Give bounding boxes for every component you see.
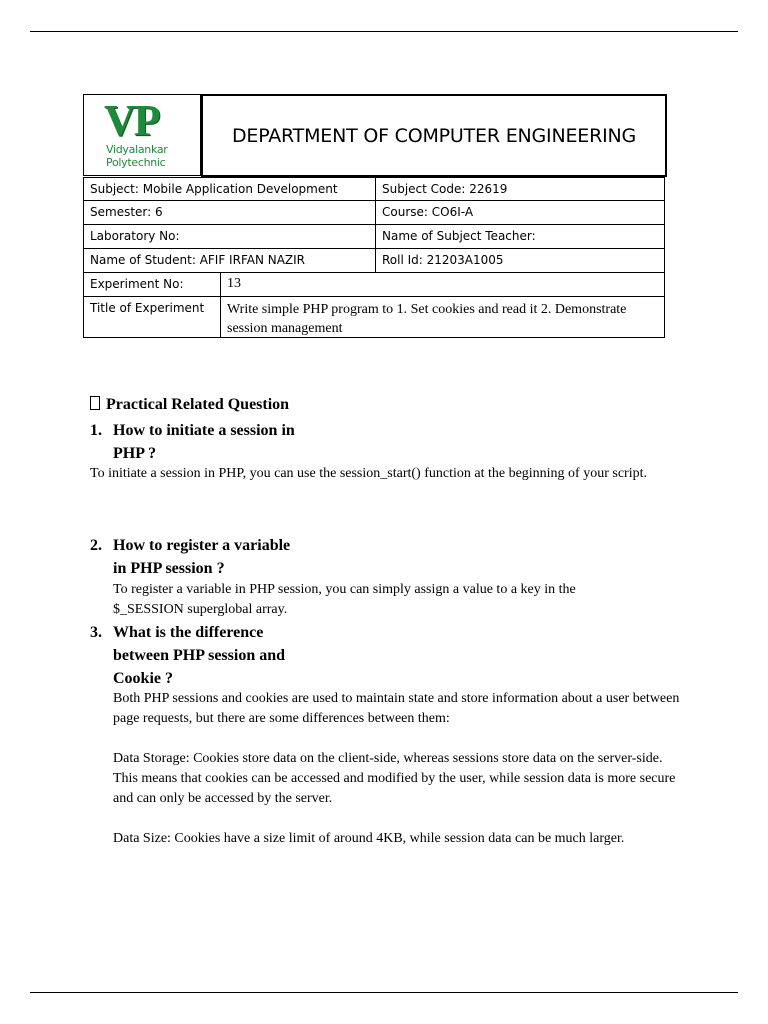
department-title: DEPARTMENT OF COMPUTER ENGINEERING [201, 94, 667, 177]
answer-2: To register a variable in PHP session, you can simply assign a value to a key in the $_SESSION superglobal array. [113, 582, 576, 617]
subject-cell: Subject: Mobile Application Development [83, 178, 375, 200]
question-1 [90, 419, 410, 465]
answer-3-paragraph-3: Data Size: Cookies have a size limit of around 4KB, while session data can be much larger. [113, 831, 625, 846]
experiment-title-label: Title of Experiment [83, 297, 220, 337]
answer-1: To initiate a session in PHP, you can use the session_start() function at the beginning of your script. [90, 466, 647, 481]
info-row [83, 201, 665, 225]
info-row [83, 225, 665, 249]
question-2 [90, 534, 410, 580]
course-cell: Course: CO6I-A [375, 201, 665, 224]
bottom-rule [30, 992, 738, 993]
subject-code-cell: Subject Code: 22619 [375, 178, 665, 200]
roll-id-cell: Roll Id: 21203A1005 [375, 249, 665, 272]
question-text: What is the difference between PHP session and Cookie ? [113, 624, 286, 687]
experiment-title-value: Write simple PHP program to 1. Set cookies and read it 2. Demonstrate session management [220, 297, 665, 337]
question-number: 2. [90, 537, 102, 554]
student-cell: Name of Student: AFIF IRFAN NAZIR [83, 249, 375, 272]
logo-text-line1: Vidyalankar [106, 143, 168, 156]
question-number: 3. [90, 624, 102, 641]
answer-3-paragraph-1: Both PHP sessions and cookies are used to maintain state and store information about a user between page requests, but there are some differences between them: [113, 691, 680, 726]
info-row [83, 249, 665, 273]
question-text: How to initiate a session in PHP ? [113, 422, 295, 462]
experiment-no-value: 13 [220, 273, 665, 296]
semester-cell: Semester: 6 [83, 201, 375, 224]
teacher-cell: Name of Subject Teacher: [375, 225, 665, 248]
top-rule [30, 31, 738, 32]
experiment-no-label: Experiment No: [83, 273, 220, 296]
experiment-info-table [83, 177, 665, 338]
info-row [83, 297, 665, 338]
logo-text-line2: Polytechnic [106, 156, 166, 169]
info-row [83, 177, 665, 201]
question-number: 1. [90, 422, 102, 439]
question-3 [90, 621, 410, 690]
institute-logo [83, 94, 201, 176]
question-text: How to register a variable in PHP session ? [113, 537, 291, 577]
answer-3-paragraph-2: Data Storage: Cookies store data on the client-side, whereas sessions store data on the server-side. This means that cookies can be accessed and modified by the user, while session data is more secure and can only be accessed by the server. [113, 751, 676, 806]
document-header [83, 94, 667, 177]
practical-heading [90, 396, 289, 414]
info-row [83, 273, 665, 297]
checkbox-bullet-icon [90, 396, 100, 410]
lab-no-cell: Laboratory No: [83, 225, 375, 248]
practical-heading-text: Practical Related Question [106, 396, 290, 413]
logo-mark: VP [104, 96, 159, 145]
